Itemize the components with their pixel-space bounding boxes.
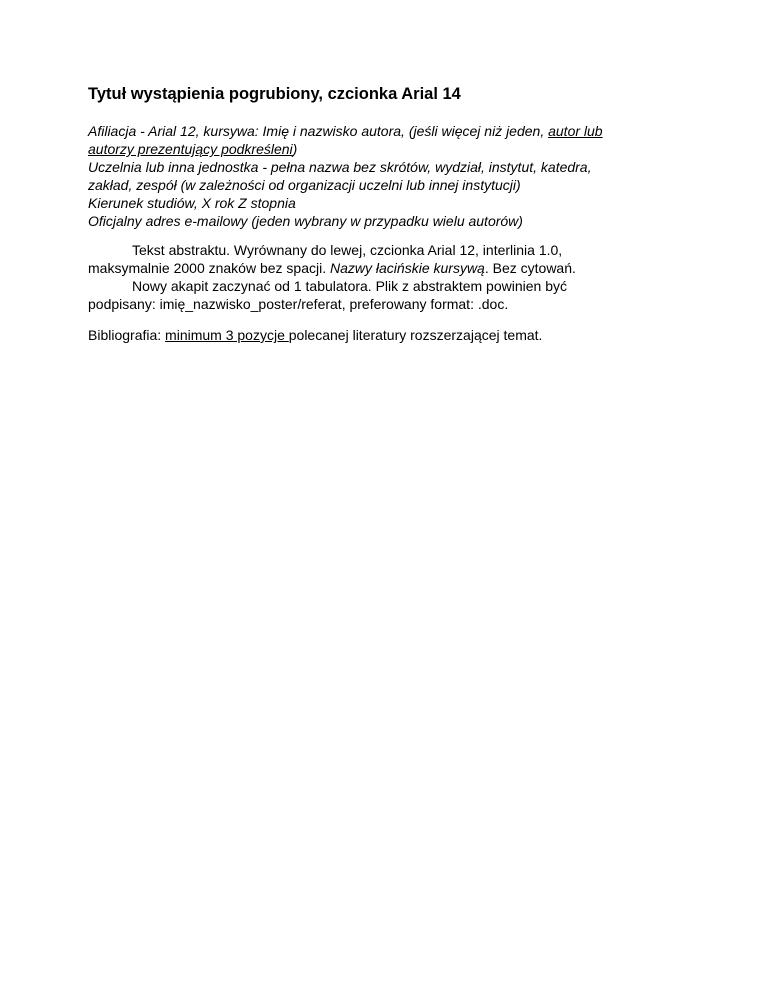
affiliation-authors-text: Afiliacja - Arial 12, kursywa: Imię i nazwisko autora, (jeśli więcej niż jeden, — [88, 123, 549, 139]
affiliation-presenters-underlined-2: autorzy prezentujący podkreśleni — [88, 141, 293, 157]
affiliation-line-1 — [88, 122, 688, 140]
bibliography-line — [88, 326, 688, 344]
abstract-line-1: Tekst abstraktu. Wyrównany do lewej, czcionka Arial 12, interlinia 1.0, — [132, 242, 563, 258]
abstract-line-2 — [88, 259, 688, 277]
bibliography-prefix: Bibliografia: — [88, 327, 166, 343]
affiliation-line-2 — [88, 140, 688, 158]
abstract-latin-names-italic: Nazwy łacińskie kursywą — [330, 260, 485, 276]
abstract-line-4: podpisany: imię_nazwisko_poster/referat, preferowany format: .doc. — [88, 296, 509, 312]
bibliography-suffix: polecanej literatury rozszerzającej temat. — [288, 327, 543, 343]
affiliation-field-of-study: Kierunek studiów, X rok Z stopnia — [88, 195, 296, 211]
bibliography-underlined: minimum 3 pozycje — [165, 327, 289, 343]
abstract-block — [88, 241, 688, 313]
abstract-line-2-suffix: . Bez cytowań. — [484, 260, 576, 276]
affiliation-closing-paren: ) — [292, 141, 298, 157]
affiliation-email: Oficjalny adres e-mailowy (jeden wybrany w przypadku wielu autorów) — [88, 213, 523, 229]
affiliation-department-line: zakład, zespół (w zależności od organizacji uczelni lub innej instytucji) — [88, 177, 521, 193]
abstract-line-3: Nowy akapit zaczynać od 1 tabulatora. Plik z abstraktem powinien być — [132, 278, 567, 294]
affiliation-institution-line: Uczelnia lub inna jednostka - pełna nazwa bez skrótów, wydział, instytut, katedra, — [88, 159, 592, 175]
document-page — [88, 84, 688, 344]
document-title: Tytuł wystąpienia pogrubiony, czcionka Arial 14 — [88, 85, 461, 103]
affiliation-presenters-underlined-1: autor lub — [548, 123, 603, 139]
abstract-line-2-prefix: maksymalnie 2000 znaków bez spacji. — [88, 260, 331, 276]
affiliation-block — [88, 122, 688, 230]
